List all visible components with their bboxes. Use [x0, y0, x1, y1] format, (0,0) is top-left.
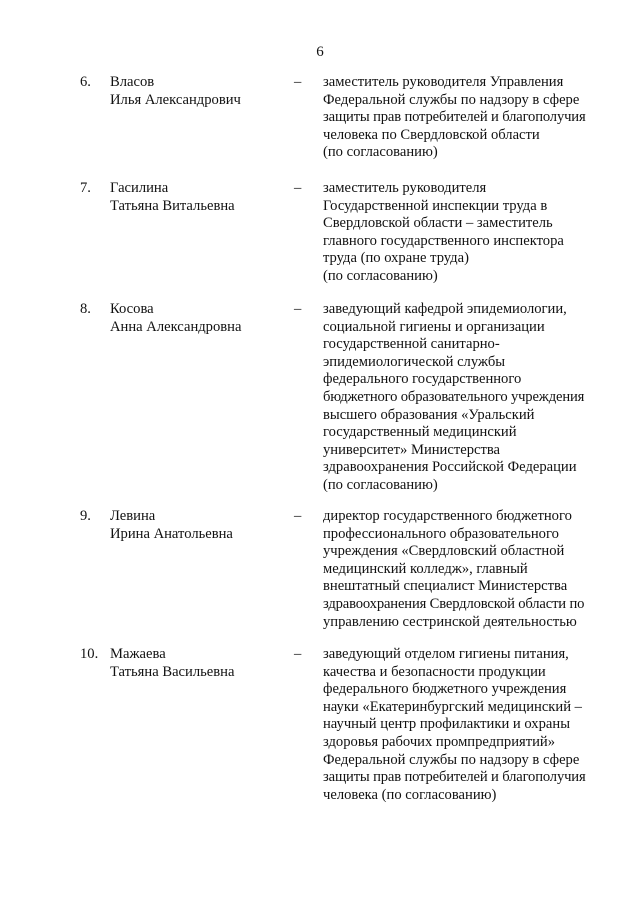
position-line: учреждения «Свердловский областной	[323, 543, 565, 560]
entry-dash: –	[294, 74, 302, 90]
member-given-names: Татьяна Васильевна	[110, 663, 235, 680]
position-line: науки «Екатеринбургский медицинский –	[323, 698, 582, 715]
position-line: человека по Свердловской области	[323, 126, 540, 143]
member-position	[323, 180, 623, 286]
member-position	[323, 508, 623, 631]
position-line: государственной санитарно-	[323, 336, 500, 353]
member-given-names: Анна Александровна	[110, 318, 242, 335]
position-line: качества и безопасности продукции	[323, 663, 546, 680]
position-line: здравоохранения Свердловской области по	[323, 595, 585, 612]
entry-number: 7.	[80, 180, 91, 196]
position-line: (по согласованию)	[323, 267, 438, 284]
member-position	[323, 646, 623, 804]
position-line: Государственной инспекции труда в	[323, 197, 548, 214]
position-line: заведующий отделом гигиены питания,	[323, 646, 569, 662]
position-line: человека (по согласованию)	[323, 786, 497, 803]
member-name	[110, 301, 290, 336]
position-line: внештатный специалист Министерства	[323, 578, 568, 595]
position-line: научный центр профилактики и охраны	[323, 716, 570, 733]
position-line: главного государственного инспектора	[323, 232, 564, 249]
position-line: (по согласованию)	[323, 476, 438, 493]
position-line: заведующий кафедрой эпидемиологии,	[323, 301, 567, 317]
entry-number: 6.	[80, 74, 91, 90]
member-name	[110, 74, 290, 109]
position-line: медицинский колледж», главный	[323, 560, 528, 577]
position-line: профессионального образовательного	[323, 525, 559, 542]
member-surname: Левина	[110, 508, 156, 524]
member-name	[110, 508, 290, 543]
position-line: федерального бюджетного учреждения	[323, 681, 567, 698]
member-position	[323, 301, 623, 495]
position-line: государственный медицинский	[323, 424, 517, 441]
position-line: эпидемиологической службы	[323, 353, 506, 370]
position-line: труда (по охране труда)	[323, 250, 469, 267]
position-line: заместитель руководителя	[323, 180, 487, 196]
member-position	[323, 74, 623, 162]
member-given-names: Татьяна Витальевна	[110, 197, 235, 214]
position-line: бюджетного образовательного учреждения	[323, 388, 585, 405]
position-line: (по согласованию)	[323, 144, 438, 161]
position-line: университет» Министерства	[323, 441, 501, 458]
entry-dash: –	[294, 180, 302, 196]
position-line: здоровья рабочих промпредприятий»	[323, 733, 556, 750]
page-number: 6	[316, 44, 324, 60]
member-surname: Мажаева	[110, 646, 166, 662]
position-line: Федеральной службы по надзору в сфере	[323, 91, 580, 108]
entry-dash: –	[294, 301, 302, 317]
member-surname: Косова	[110, 301, 154, 317]
member-name	[110, 646, 290, 681]
position-line: Федеральной службы по надзору в сфере	[323, 751, 580, 768]
position-line: защиты прав потребителей и благополучия	[323, 769, 586, 786]
position-line: защиты прав потребителей и благополучия	[323, 109, 586, 126]
member-surname: Гасилина	[110, 180, 169, 196]
position-line: заместитель руководителя Управления	[323, 74, 564, 90]
position-line: федерального государственного	[323, 371, 522, 388]
position-line: Свердловской области – заместитель	[323, 215, 553, 232]
member-given-names: Ирина Анатольевна	[110, 525, 233, 542]
entry-number: 8.	[80, 301, 91, 317]
position-line: управлению сестринской деятельностью	[323, 613, 577, 630]
position-line: директор государственного бюджетного	[323, 508, 572, 524]
position-line: социальной гигиены и организации	[323, 318, 545, 335]
member-name	[110, 180, 290, 215]
position-line: высшего образования «Уральский	[323, 406, 535, 423]
member-given-names: Илья Александрович	[110, 91, 241, 108]
position-line: здравоохранения Российской Федерации	[323, 459, 577, 476]
entry-number: 9.	[80, 508, 91, 524]
entry-dash: –	[294, 646, 302, 662]
entry-dash: –	[294, 508, 302, 524]
entry-number: 10.	[80, 646, 99, 662]
member-surname: Власов	[110, 74, 155, 90]
